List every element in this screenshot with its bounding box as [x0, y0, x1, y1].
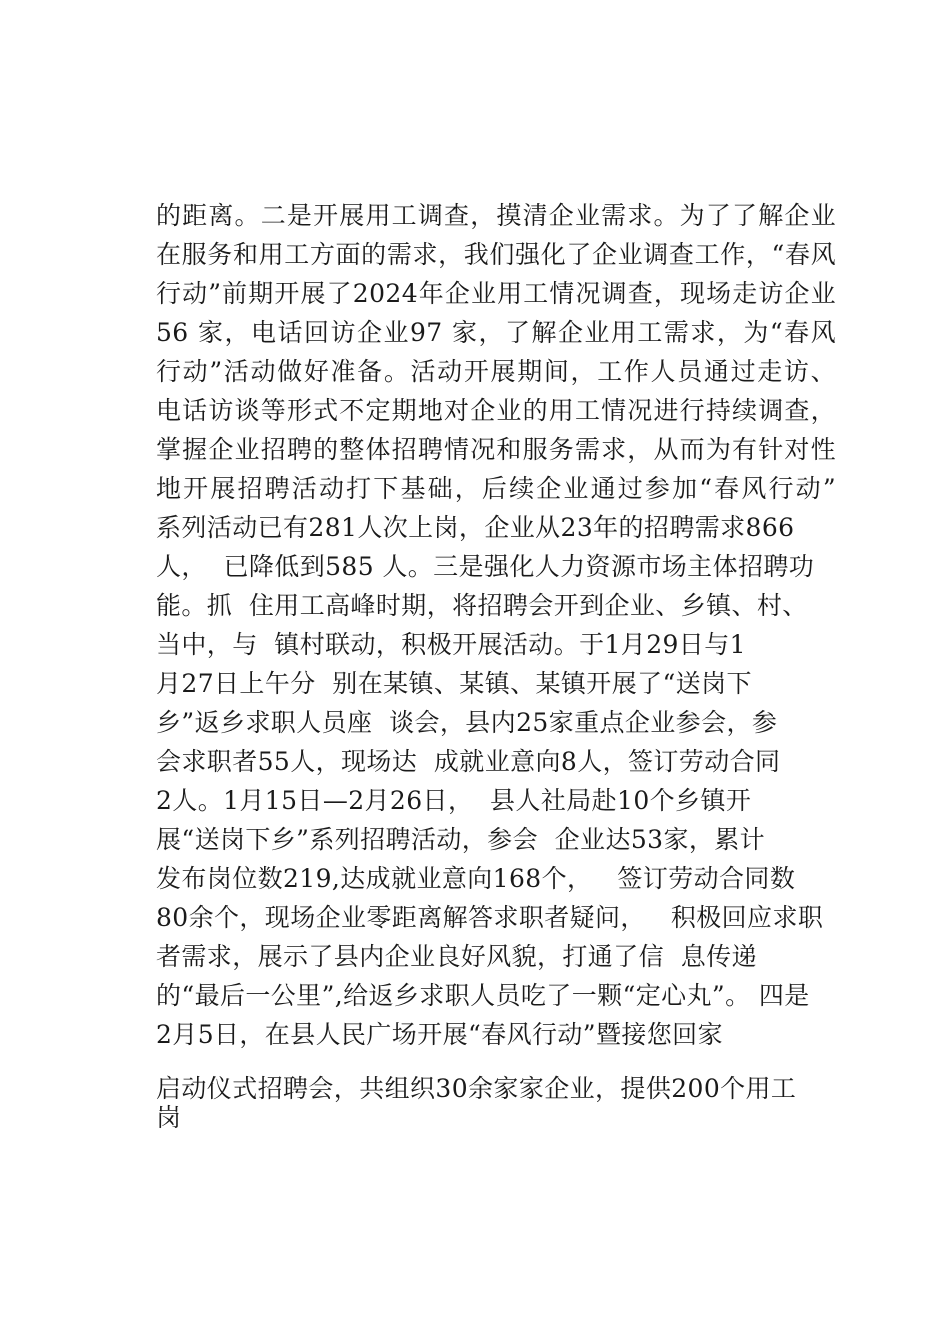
text-line: 展“送岗下乡”系列招聘活动，参会 企业达53家，累计 — [156, 825, 766, 854]
text-line: 人， 已降低到585 人。三是强化人力资源市场主体招聘功 — [156, 552, 815, 581]
text-line: 行动”活动做好准备。活动开展期间，工作人员通过走访、 — [156, 357, 836, 386]
text-line: 者需求，展示了县内企业良好风貌，打通了信 息传递 — [156, 942, 757, 971]
text-line: 月27日上午分 别在某镇、某镇、某镇开展了“送岗下 — [156, 669, 752, 698]
text-line: 电话访谈等形式不定期地对企业的用工情况进行持续调查， — [156, 396, 836, 425]
text-line: 能。抓 住用工高峰时期，将招聘会开到企业、乡镇、村、 — [156, 591, 808, 620]
text-line: 的“最后一公里”,给返乡求职人员吃了一颗“定心丸”。 四是 — [156, 981, 810, 1010]
text-line: 在服务和用工方面的需求，我们强化了企业调查工作，“春风 — [156, 240, 836, 269]
text-line: 会求职者55人，现场达 成就业意向8人，签订劳动合同 — [156, 747, 781, 776]
text-line: 的距离。二是开展用工调查，摸清企业需求。为了了解企业 — [156, 201, 836, 230]
text-line: 乡”返乡求职人员座 谈会，县内25家重点企业参会，参 — [156, 708, 778, 737]
text-line: 地开展招聘活动打下基础，后续企业通过参加“春风行动” — [156, 474, 836, 503]
text-line: 启动仪式招聘会，共组织30余家家企业，提供200个用工 — [156, 1074, 797, 1103]
text-line: 岗 — [156, 1103, 182, 1132]
text-line: 掌握企业招聘的整体招聘情况和服务需求，从而为有针对性 — [156, 435, 836, 464]
text-line: 2月5日，在县人民广场开展“春风行动”暨接您回家 — [156, 1020, 723, 1049]
text-line: 发布岗位数219,达成就业意向168个， 签订劳动合同数 — [156, 864, 796, 893]
text-line: 当中，与 镇村联动，积极开展活动。于1月29日与1 — [156, 630, 746, 659]
text-line: 80余个，现场企业零距离解答求职者疑问， 积极回应求职 — [156, 903, 824, 932]
text-line: 2人。1月15日—2月26日， 县人社局赴10个乡镇开 — [156, 786, 752, 815]
text-line: 行动”前期开展了2024年企业用工情况调查，现场走访企业 — [156, 279, 836, 308]
text-line: 系列活动已有281人次上岗，企业从23年的招聘需求866 — [156, 513, 795, 542]
text-line: 56 家，电话回访企业97 家，了解企业用工需求，为“春风 — [156, 318, 836, 347]
